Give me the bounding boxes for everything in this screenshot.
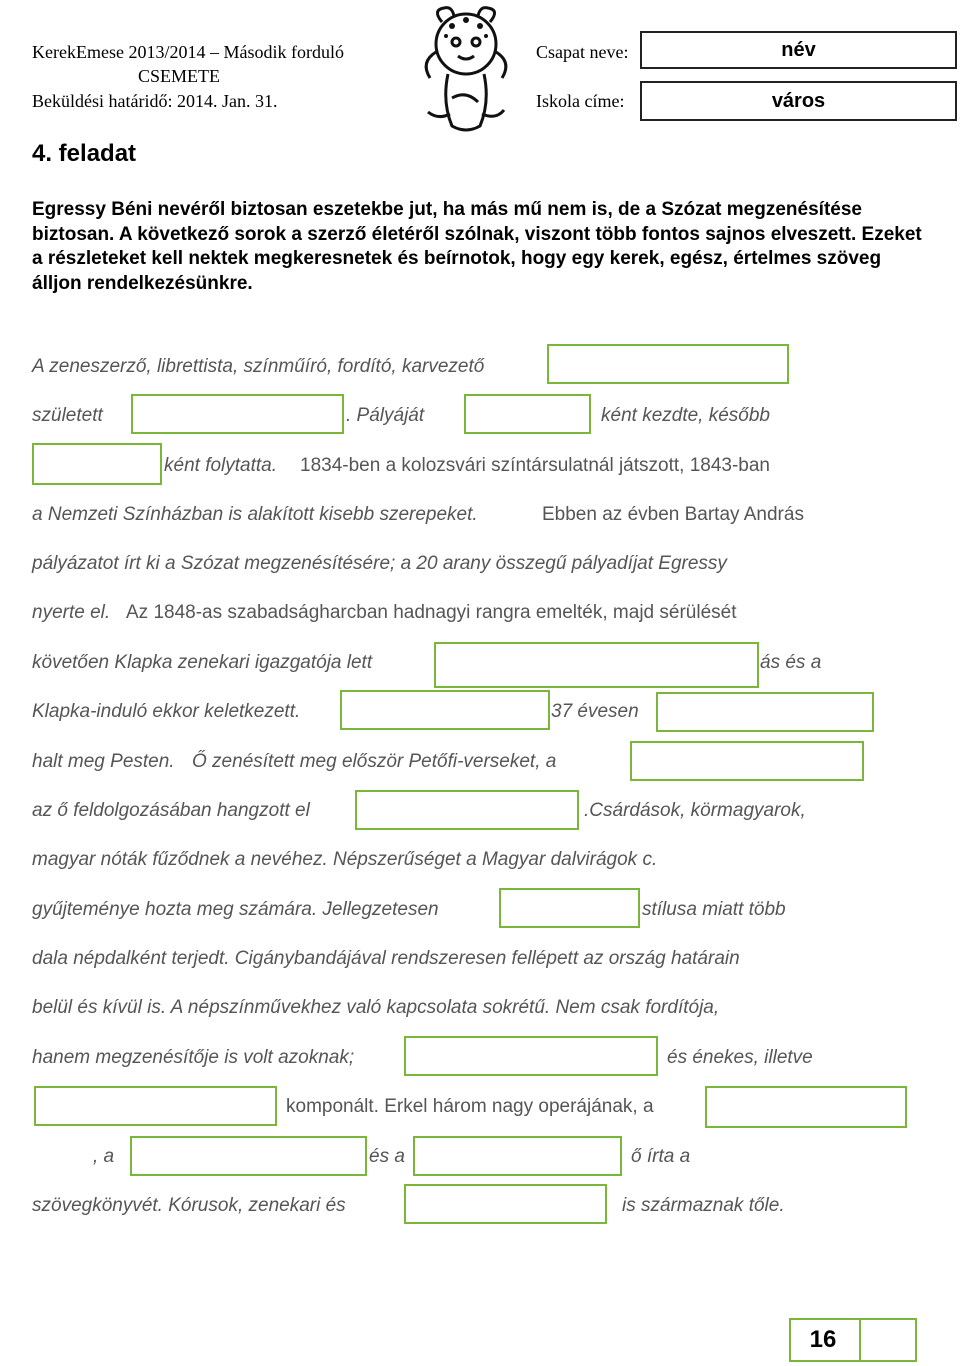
page-number: 16 [809,1326,837,1353]
text-line-12b: stílusa miatt több [642,899,786,920]
blank-style[interactable] [499,888,640,928]
text-line-3a: ként folytatta. [164,455,278,476]
text-line-18b: is származnak tőle. [622,1195,785,1216]
task-title: 4. feladat [32,140,137,167]
text-line-9a: halt meg Pesten. [32,751,175,772]
blank-death-year[interactable] [340,690,550,730]
text-line-2c: ként kezdte, később [601,405,770,426]
text-line-6b: Az 1848-as szabadságharcban hadnagyi rangra emelték, majd sérülését [126,602,737,623]
text-line-18a: szövegkönyvét. Kórusok, zenekari és [32,1195,346,1216]
blank-birthplace-1[interactable] [547,344,789,384]
text-line-15a: hanem megzenésítője is volt azoknak; [32,1047,355,1068]
blank-birth-date[interactable] [131,394,344,434]
blank-performed-work[interactable] [355,790,579,830]
blank-later-career[interactable] [32,443,162,485]
text-line-6a: nyerte el. [32,602,111,623]
school-address-field[interactable]: város [640,81,957,121]
blank-klapka-work[interactable] [434,642,759,688]
text-line-12a: gyűjteménye hozta meg számára. Jellegzetesen [32,899,439,920]
text-line-15b: és énekes, illetve [667,1047,813,1068]
text-line-4b: Ebben az évben Bartay András [542,504,804,525]
text-line-14: belül és kívül is. A népszínművekhez való kapcsolata sokrétű. Nem csak fordítója, [32,997,720,1018]
blank-composed-work[interactable] [34,1086,277,1126]
text-line-8a: Klapka-induló ekkor keletkezett. [32,701,301,722]
text-line-17b: és a [369,1146,405,1167]
blank-death-cause[interactable] [656,692,874,732]
text-line-5: pályázatot írt ki a Szózat megzenésítésére; a 20 arany összegű pályadíjat Egressy [32,553,727,574]
competition-title: KerekEmese 2013/2014 – Második forduló [32,42,344,62]
text-line-17a: , a [93,1146,115,1167]
page-box-divider [859,1318,861,1362]
blank-petofi-poem[interactable] [630,741,864,781]
text-line-2a: született [32,405,103,426]
blank-first-career[interactable] [464,394,591,434]
text-line-4: a Nemzeti Színházban is alakított kisebb szerepeket. [32,504,478,525]
team-label: Csapat neve: [536,42,629,62]
team-name-field[interactable]: név [640,31,957,69]
text-line-11: magyar nóták fűződnek a nevéhez. Népszerűséget a Magyar dalvirágok c. [32,849,658,870]
text-line-7a: követően Klapka zenekari igazgatója lett [32,652,373,673]
page-number-box [789,1318,917,1362]
tree-mascot-logo [412,2,520,138]
blank-opera-2[interactable] [130,1136,367,1176]
text-line-2b: . Pályáját [346,405,425,426]
text-line-10b: .Csárdások, körmagyarok, [584,800,806,821]
category-label: CSEMETE [138,66,221,86]
blank-opera-1[interactable] [705,1086,907,1128]
blank-opera-3[interactable] [413,1136,622,1176]
task-intro: Egressy Béni nevéről biztosan eszetekbe jut, ha más mű nem is, de a Szózat megzenésítése biztosan. A következő sorok a szerző életéről szólnak, viszont több fontos sajnos elveszett. Ezeket a részleteket kell nektek megkeresnetek és beírnotok, hogy egy kerek, egész, értelmes szöveg álljon rendelkezésünkre. [32,199,922,294]
text-line-3b: 1834-ben a kolozsvári színtársulatnál játszott, 1843-ban [300,455,770,476]
blank-other-works[interactable] [404,1184,607,1224]
text-line-17c: ő írta a [631,1146,691,1167]
blank-role[interactable] [404,1036,658,1076]
deadline-text: Beküldési határidő: 2014. Jan. 31. [32,91,278,111]
text-line-13: dala népdalként terjedt. Cigánybandájával rendszeresen fellépett az ország határain [32,948,740,969]
text-line-16: komponált. Erkel három nagy operájának, a [286,1096,654,1117]
text-line-8b: 37 évesen [551,701,639,722]
school-label: Iskola címe: [536,91,625,111]
text-line-10a: az ő feldolgozásában hangzott el [32,800,310,821]
text-line-7b: ás és a [760,652,822,673]
text-line-9b: Ő zenésített meg először Petőfi-verseket, a [192,751,557,772]
text-line-1: A zeneszerző, librettista, színműíró, fordító, karvezető [32,356,485,377]
